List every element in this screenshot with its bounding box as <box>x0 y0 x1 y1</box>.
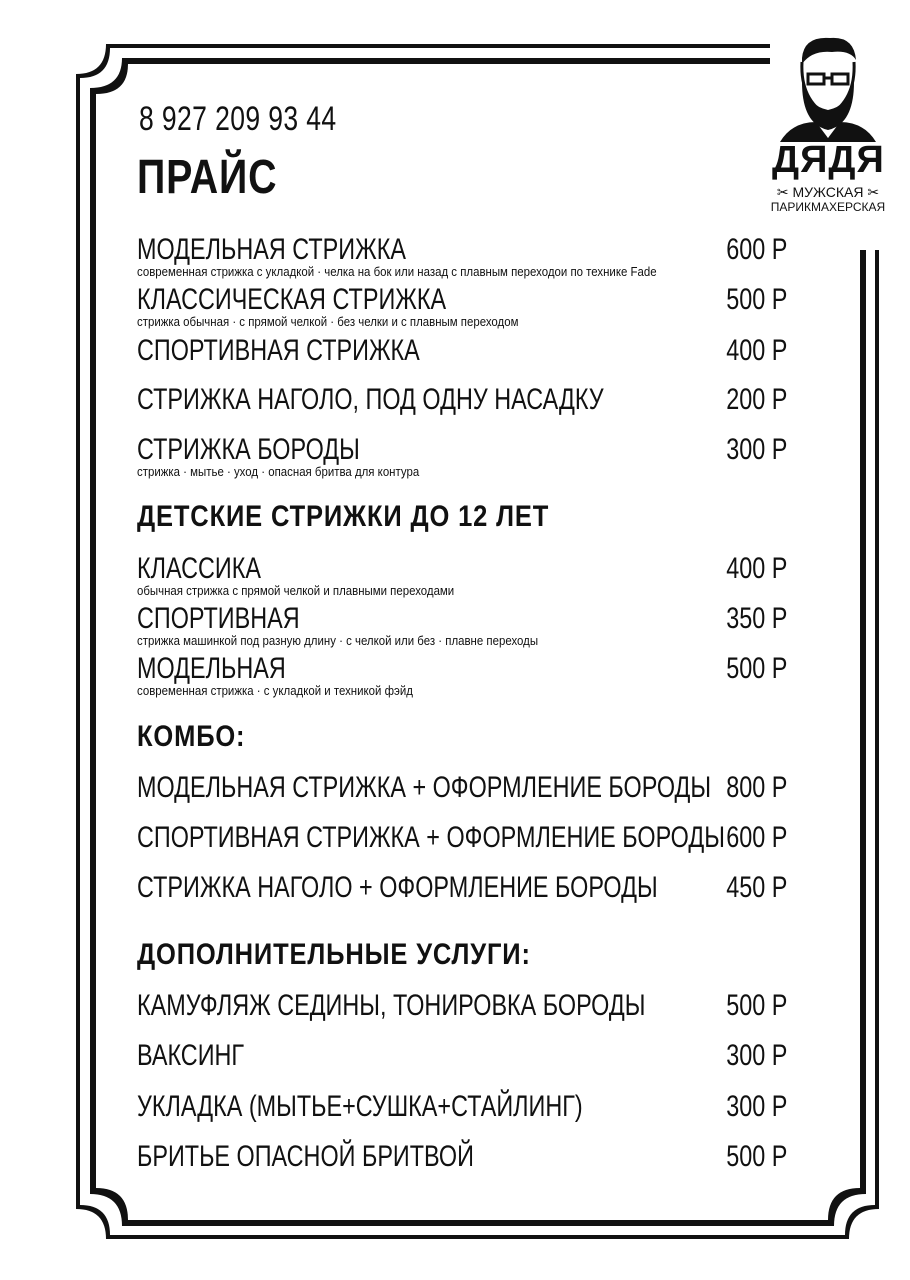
service-name: КАМУФЛЯЖ СЕДИНЫ, ТОНИРОВКА БОРОДЫ <box>137 989 646 1022</box>
combo-row <box>137 872 787 924</box>
service-price: 400 Р <box>725 334 787 367</box>
combo-price: 800 Р <box>725 771 787 804</box>
service-row <box>137 335 787 387</box>
service-name: СПОРТИВНАЯ <box>137 602 300 635</box>
service-description: современная стрижка с укладкой · челка на бок или назад с плавным переходои по технике Fade <box>137 264 657 279</box>
combo-name: СПОРТИВНАЯ СТРИЖКА + ОФОРМЛЕНИЕ БОРОДЫ <box>137 821 725 854</box>
combo-name: СТРИЖКА НАГОЛО + ОФОРМЛЕНИЕ БОРОДЫ <box>137 871 658 904</box>
combo-row <box>137 772 787 824</box>
combo-price: 450 Р <box>725 871 787 904</box>
service-row <box>137 434 787 486</box>
combo-section-heading: КОМБО: <box>137 720 246 753</box>
service-name: ВАКСИНГ <box>137 1039 245 1072</box>
scissors-right-icon: ✂ <box>867 184 880 200</box>
service-name: УКЛАДКА (МЫТЬЕ+СУШКА+СТАЙЛИНГ) <box>137 1090 583 1123</box>
service-name: КЛАССИЧЕСКАЯ СТРИЖКА <box>137 283 447 316</box>
service-price: 350 Р <box>725 602 787 635</box>
logo-name: ДЯДЯ <box>772 139 885 181</box>
service-price: 500 Р <box>725 1140 787 1173</box>
service-price: 400 Р <box>725 552 787 585</box>
combo-row <box>137 822 787 874</box>
service-price: 500 Р <box>725 989 787 1022</box>
service-price: 300 Р <box>725 433 787 466</box>
kids-service-row <box>137 603 787 655</box>
service-price: 500 Р <box>725 283 787 316</box>
service-name: СТРИЖКА БОРОДЫ <box>137 433 360 466</box>
extra-service-row <box>137 1040 787 1092</box>
service-price: 300 Р <box>725 1090 787 1123</box>
service-description: стрижка обычная · с прямой челкой · без челки и с плавным переходом <box>137 314 519 329</box>
logo-subtitle-line1: МУЖСКАЯ <box>792 184 864 200</box>
service-description: обычная стрижка с прямой челкой и плавными переходами <box>137 583 455 598</box>
service-name: МОДЕЛЬНАЯ <box>137 652 286 685</box>
service-price: 300 Р <box>725 1039 787 1072</box>
service-price: 500 Р <box>725 652 787 685</box>
service-row <box>137 234 787 286</box>
extra-service-row <box>137 1141 787 1193</box>
logo-subtitle-line2: ПАРИКМАХЕРСКАЯ <box>770 200 886 214</box>
service-row <box>137 284 787 336</box>
service-description: современная стрижка · с укладкой и техникой фэйд <box>137 683 413 698</box>
scissors-left-icon: ✂ <box>776 184 789 200</box>
phone-number: 8 927 209 93 44 <box>139 100 337 138</box>
service-name: СПОРТИВНАЯ СТРИЖКА <box>137 334 420 367</box>
service-name: МОДЕЛЬНАЯ СТРИЖКА <box>137 233 406 266</box>
kids-service-row <box>137 553 787 605</box>
service-price: 200 Р <box>725 383 787 416</box>
service-name: БРИТЬЕ ОПАСНОЙ БРИТВОЙ <box>137 1140 474 1173</box>
extra-service-row <box>137 990 787 1042</box>
combo-price: 600 Р <box>725 821 787 854</box>
service-description: стрижка машинкой под разную длину · с челкой или без · плавне переходы <box>137 633 539 648</box>
service-name: СТРИЖКА НАГОЛО, ПОД ОДНУ НАСАДКУ <box>137 383 604 416</box>
service-description: стрижка · мытье · уход · опасная бритва для контура <box>137 464 420 479</box>
service-row <box>137 384 787 436</box>
extra-section-heading: ДОПОЛНИТЕЛЬНЫЕ УСЛУГИ: <box>137 938 531 971</box>
service-name: КЛАССИКА <box>137 552 261 585</box>
service-price: 600 Р <box>725 233 787 266</box>
kids-service-row <box>137 653 787 705</box>
page-title: ПРАЙС <box>137 151 278 204</box>
extra-service-row <box>137 1091 787 1143</box>
combo-name: МОДЕЛЬНАЯ СТРИЖКА + ОФОРМЛЕНИЕ БОРОДЫ <box>137 771 712 804</box>
logo-subtitle <box>772 184 884 200</box>
kids-section-heading: ДЕТСКИЕ СТРИЖКИ ДО 12 ЛЕТ <box>137 500 550 533</box>
